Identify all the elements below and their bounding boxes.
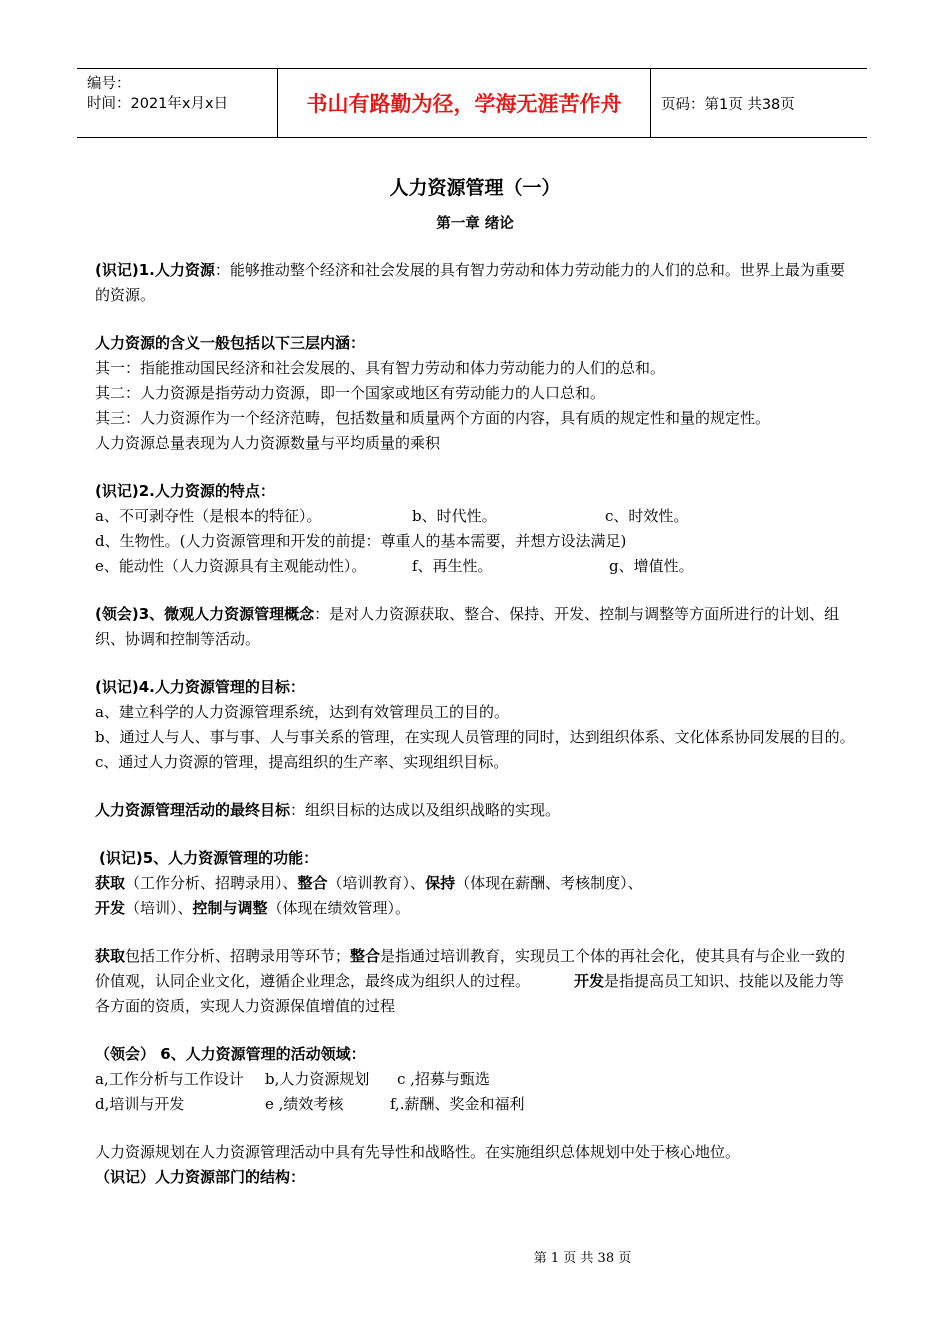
definition: 是指通过培训教育，实现员工个体的再社会化，使其具有与企业一致的价值观，认同企业文化，遵循企业理念，最终成为组织人的过程。: [95, 947, 846, 990]
number-label: 编号：: [87, 76, 131, 92]
list-item: a、不可剥夺性（是根本的特征）。: [95, 507, 322, 525]
feature-row: [95, 554, 855, 579]
definition: 包括工作分析、招聘录用等环节；: [125, 947, 351, 965]
note: （工作分析、招聘录用）、: [125, 874, 298, 892]
section-heading: (识记)2.人力资源的特点：: [95, 482, 275, 500]
note: （体现在薪酬、考核制度）、: [455, 874, 643, 892]
term: 整合: [297, 874, 328, 892]
paragraph: 人力资源规划在人力资源管理活动中具有先导性和战略性。在实施组织总体规划中处于核心地位。: [95, 1143, 741, 1161]
list-item: a、建立科学的人力资源管理系统，达到有效管理员工的目的。: [95, 703, 509, 721]
list-item: c ,招募与甄选: [397, 1070, 490, 1088]
list-item: a,工作分析与工作设计: [95, 1070, 244, 1088]
term: 人力资源管理活动的最终目标: [95, 801, 291, 819]
function-line: [95, 896, 855, 921]
term: 整合: [350, 947, 381, 965]
term: 控制与调整: [192, 899, 268, 917]
list-item: b、时代性。: [412, 507, 497, 525]
function-line: [95, 871, 855, 896]
domain-row: [95, 1067, 855, 1092]
definition: 是指提高员工知识、技能以及能力等各方面的资质，实现人力资源保值增值的过程: [95, 972, 845, 1015]
document-title: 人力资源管理（一）: [389, 177, 561, 199]
list-item: f、再生性。: [412, 557, 493, 575]
term: (识记)1.人力资源: [95, 261, 215, 279]
list-item: 人力资源总量表现为人力资源数量与平均质量的乘积: [95, 434, 441, 452]
list-item: g、增值性。: [609, 557, 694, 575]
time-label: 时间：2021年x月x日: [87, 96, 229, 112]
term: 开发: [95, 899, 126, 917]
list-item: f,.薪酬、奖金和福利: [390, 1095, 525, 1113]
definition: ：是对人力资源获取、整合、保持、开发、控制与调整等方面所进行的计划、组织、协调和控制等活动。: [95, 605, 840, 648]
list-item: 其一：指能推动国民经济和社会发展的、具有智力劳动和体力劳动能力的人们的总和。: [95, 359, 666, 377]
section-heading: (识记)5、人力资源管理的功能：: [99, 849, 319, 867]
header-meta: [77, 69, 278, 137]
list-item: d,培训与开发: [95, 1095, 185, 1113]
section-heading: (识记)4.人力资源管理的目标：: [95, 678, 305, 696]
list-item: 其二：人力资源是指劳动力资源，即一个国家或地区有劳动能力的人口总和。: [95, 384, 606, 402]
list-item: b、通过人与人、事与事、人与事关系的管理，在实现人员管理的同时，达到组织体系、文化体系协同发展的目的。: [95, 728, 855, 746]
section-hr-definition: [95, 258, 855, 308]
header-motto: 书山有路勤为径，学海无涯苦作舟: [278, 69, 651, 137]
section-heading: 人力资源的含义一般包括以下三层内涵：: [95, 334, 366, 352]
list-item: c、通过人力资源的管理，提高组织的生产率、实现组织目标。: [95, 753, 509, 771]
list-item: d、生物性。(人力资源管理和开发的前提：尊重人的基本需要，并想方设法满足): [95, 532, 627, 550]
section-heading: （领会） 6、人力资源管理的活动领域：: [95, 1045, 366, 1063]
term: 保持: [425, 874, 456, 892]
chapter-title: 第一章 绪论: [436, 216, 514, 232]
note: （体现在绩效管理）。: [267, 899, 411, 917]
section-micro-hrm: [95, 602, 855, 652]
page-header: [77, 68, 867, 138]
feature-row: [95, 504, 855, 529]
list-item: b,人力资源规划: [265, 1070, 370, 1088]
page-footer: [0, 1247, 950, 1266]
list-item: c、时效性。: [605, 507, 689, 525]
list-item: e ,绩效考核: [265, 1095, 344, 1113]
definition: ：能够推动整个经济和社会发展的具有智力劳动和体力劳动能力的人们的总和。世界上最为重要的资源。: [95, 261, 845, 304]
term: 获取: [95, 874, 126, 892]
note: （培训）、: [125, 899, 193, 917]
section-ultimate-goal: [95, 798, 855, 823]
domain-row: [95, 1092, 855, 1117]
term: 开发: [574, 972, 605, 990]
list-item: e、能动性（人力资源具有主观能动性）。: [95, 557, 367, 575]
term: 获取: [95, 947, 126, 965]
note: （培训教育）、: [327, 874, 426, 892]
term: (领会)3、微观人力资源管理概念: [95, 605, 315, 623]
definition: ：组织目标的达成以及组织战略的实现。: [290, 801, 561, 819]
header-page-code: 页码：第1页 共38页: [661, 96, 795, 113]
section-heading: （识记）人力资源部门的结构：: [95, 1168, 306, 1186]
section-function-detail: [95, 944, 855, 1019]
page-number: 第 1 页 共 38 页: [533, 1251, 632, 1266]
document-body: [95, 258, 855, 1190]
list-item: 其三：人力资源作为一个经济范畴，包括数量和质量两个方面的内容，具有质的规定性和量的规定性。: [95, 409, 771, 427]
